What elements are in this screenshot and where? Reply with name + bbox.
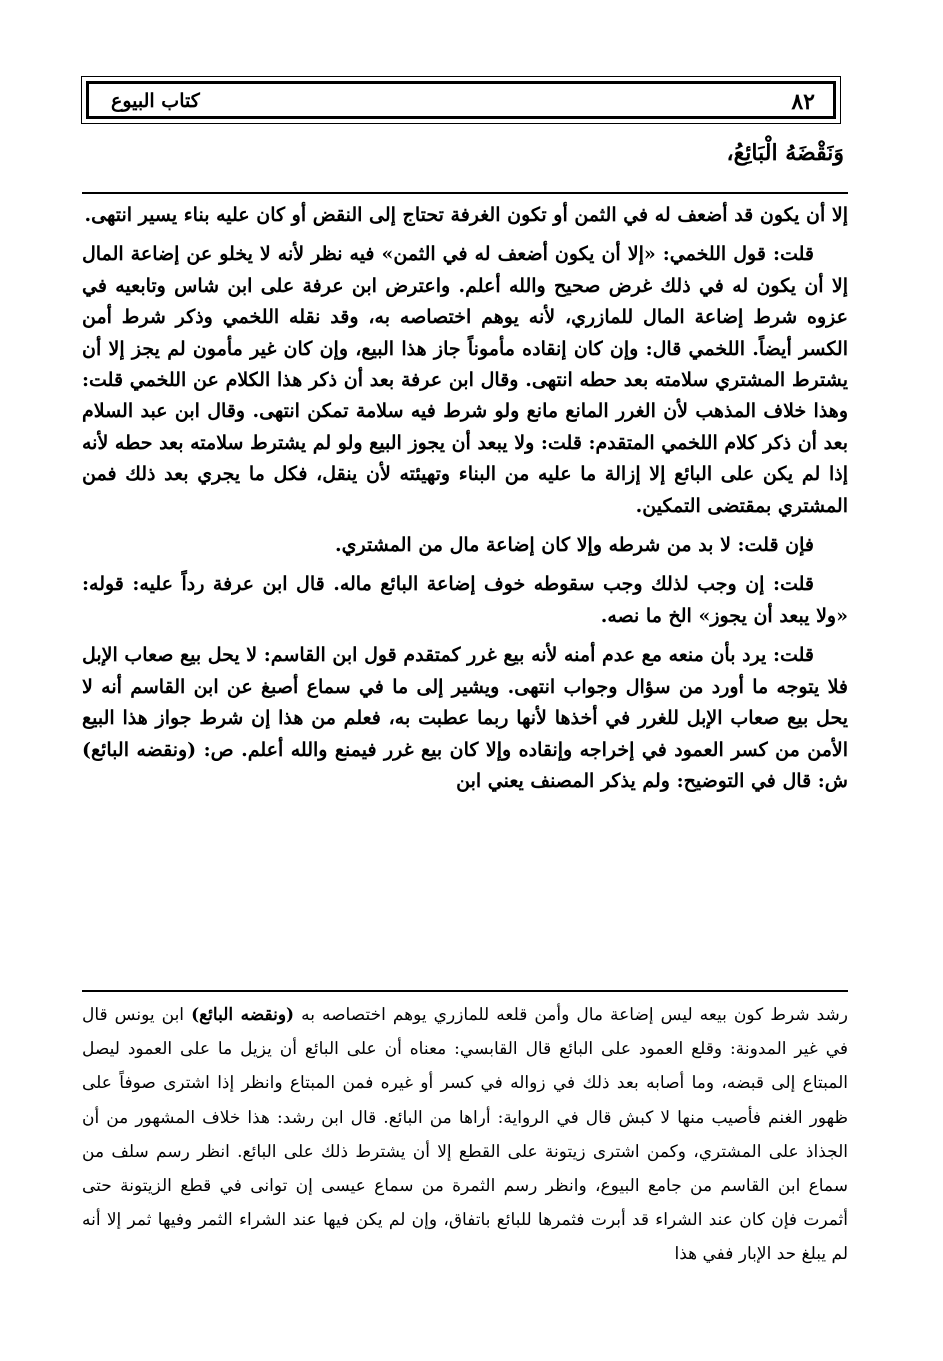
book-title: كتاب البيوع [111,90,200,112]
footnote-text-b: ابن يونس قال في غير المدونة: وقلع العمود على البائع قال القابسي: معناه أن على البائع أن يزيل ما على العمود ليصل المبتاع إلى قبضه، وما أصابه بعد ذلك في زواله في كسر أو غيره فمن المبتاع وانظر إذا اشترى صوفاً على ظهور الغنم فأصيب منها لا كبش قال في الرواية: أراها من البائع. قال ابن رشد: هذا خلاف المشهور من أن الجذاذ على المشتري، وكمن اشترى زيتونة على القطع إلا أن يشترط ذلك على البائع. انظر رسم سلف من سماع ابن القاسم من جامع البيوع، وانظر رسم الثمرة من سماع عيسى إن توانى في قطع الزيتونة حتى أثمرت فإن كان عند الشراء قد أبرت فثمرها للبائع باتفاق، وإن لم يكن فيها عند الشراء الثمر وفيها ثمر إلا أنه لم يبلغ حد الإبار ففي هذا [82,1005,849,1265]
footnote-matn: (ونقضه البائع) [191,1005,295,1025]
paragraph-2: قلت: قول اللخمي: «إلا أن يكون أضعف له في الثمن» فيه نظر لأنه لا يخلو عن إضاعة المال إلا أن يكون له في ذلك غرض صحيح والله أعلم. واعترض ابن عرفة على ابن شاس وتابعيه في عزوه شرط إضاعة المال للمازري، لأنه يوهم اختصاصه به، وقد نقله اللخمي وذكر شرط أمن الكسر أيضاً. اللخمي قال: وإن كان إنقاده مأموناً جاز هذا البيع، وإن كان غير مأمون لم يجز إلا أن يشترط المشتري سلامته بعد حطه انتهى. وقال ابن عرفة بعد أن ذكر هذا الكلام عن اللخمي قلت: وهذا خلاف المذهب لأن الغرر المانع مانع ولو شرط فيه سلامة تمكن انتهى. وقال ابن عبد السلام بعد أن ذكر كلام اللخمي المتقدم: قلت: ولا يبعد أن يجوز البيع ولو لم يشترط سلامته بعد حطه لأنه إذا لم يكن على البائع إلا إزالة ما عليه من البناء وتهيئته لأن ينقل، فكل ما يجري بعد ذلك فمن المشتري بمقتضى التمكين. [82,243,849,517]
paragraph-1: إلا أن يكون قد أضعف له في الثمن أو تكون الغرفة تحتاج إلى النقض أو كان عليه بناء يسير انتهى. [84,204,848,226]
paragraph-5-matn: (ونقضه البائع) [82,738,197,761]
footnote-body [82,998,848,1272]
divider-footnote [82,990,848,992]
footnote-paragraph [82,998,848,1272]
paragraph-5-text-a: قلت: يرد بأن منعه مع عدم أمنه لأنه بيع غرر كمتقدم قول ابن القاسم: لا يحل بيع صعاب الإبل فلا يتوجه ما أورد من سؤال وجواب انتهى. ويشير إلى ما في سماع أصبغ عن ابن القاسم أنه لا يحل بيع صعاب الإبل للغرر في أخذها لأنها ربما عطبت به، فعلم من هذا إن شرط جواز هذا البيع الأمن من كسر العمود في إخراجه وإنقاده وإلا كان بيع غرر فيمنع والله أعلم. ص: [82,644,848,761]
footnote-text-a: رشد شرط كون بيعه ليس إضاعة مال وأمن قلعه للمازري يوهم اختصاصه به [301,1005,848,1025]
matn-heading: وَنَقْضَهُ الْبَائِعُ، [726,140,844,166]
commentary-body [82,200,848,805]
paragraph-5-text-b: ش: قال في التوضيح: ولم يذكر المصنف يعني ابن [456,769,848,792]
page-number: ٨٢ [791,89,815,115]
paragraph-4: قلت: إن وجب لذلك وجب سقوطه خوف إضاعة البائع ماله. قال ابن عرفة رداً عليه: قوله: «ولا يبعد أن يجوز» الخ ما نصه. [82,573,848,627]
divider-top [82,192,848,194]
paragraph-3: فإن قلت: لا بد من شرطه وإلا كان إضاعة مال من المشتري. [335,534,814,557]
paragraph-5 [82,640,848,797]
page-header [81,76,841,124]
header-frame [86,81,836,119]
